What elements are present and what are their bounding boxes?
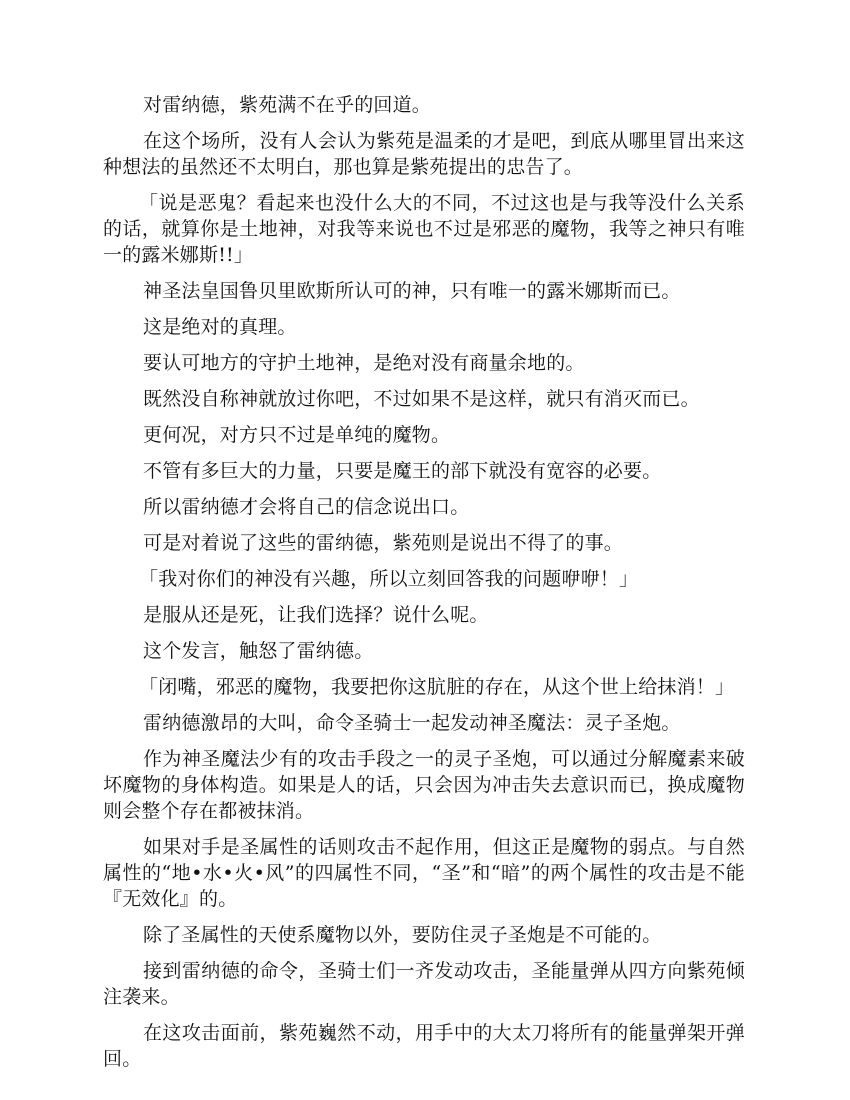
paragraph: 接到雷纳德的命令，圣骑士们一齐发动攻击，圣能量弹从四方向紫苑倾注袭来。	[103, 960, 745, 1008]
paragraph: 所以雷纳德才会将自己的信念说出口。	[143, 496, 470, 518]
paragraph: 这是绝对的真理。	[143, 316, 297, 338]
paragraph: 神圣法皇国鲁贝里欧斯所认可的神，只有唯一的露米娜斯而已。	[143, 280, 681, 302]
paragraph: 可是对着说了这些的雷纳德，紫苑则是说出不得了的事。	[143, 532, 624, 554]
dialogue-paragraph: 「我对你们的神没有兴趣，所以立刻回答我的问题咿咿！」	[139, 568, 639, 590]
body-text	[103, 92, 745, 1082]
paragraph: 不管有多巨大的力量，只要是魔王的部下就没有宽容的必要。	[143, 460, 662, 482]
paragraph: 除了圣属性的天使系魔物以外，要防住灵子圣炮是不可能的。	[143, 924, 662, 946]
paragraph: 是服从还是死，让我们选择？说什么呢。	[143, 604, 489, 626]
paragraph: 对雷纳德，紫苑满不在乎的回道。	[143, 94, 432, 116]
paragraph: 这个发言，触怒了雷纳德。	[143, 640, 374, 662]
paragraph: 要认可地方的守护土地神，是绝对没有商量余地的。	[143, 352, 585, 374]
paragraph: 雷纳德激昂的大叫，命令圣骑士一起发动神圣魔法：灵子圣炮。	[143, 712, 681, 734]
paragraph: 在这个场所，没有人会认为紫苑是温柔的才是吧，到底从哪里冒出来这种想法的虽然还不太明白，那也算是紫苑提出的忠告了。	[103, 130, 745, 178]
dialogue-paragraph: 「说是恶鬼？看起来也没什么大的不同，不过这也是与我等没什么关系的话，就算你是土地神，对我等来说也不过是邪恶的魔物，我等之神只有唯一的露米娜斯!!」	[103, 192, 745, 266]
paragraph: 更何况，对方只不过是单纯的魔物。	[143, 424, 451, 446]
dialogue-paragraph: 「闭嘴，邪恶的魔物，我要把你这肮脏的存在，从这个世上给抹消！」	[139, 676, 735, 698]
paragraph: 如果对手是圣属性的话则攻击不起作用，但这正是魔物的弱点。与自然属性的“地•水•火•风”的四属性不同，“圣”和“暗”的两个属性的攻击是不能『无效化』的。	[103, 836, 745, 910]
paragraph: 作为神圣魔法少有的攻击手段之一的灵子圣炮，可以通过分解魔素来破坏魔物的身体构造。如果是人的话，只会因为冲击失去意识而已，换成魔物则会整个存在都被抹消。	[103, 748, 745, 822]
paragraph: 既然没自称神就放过你吧，不过如果不是这样，就只有消灭而已。	[143, 388, 700, 410]
paragraph: 在这攻击面前，紫苑巍然不动，用手中的大太刀将所有的能量弹架开弹回。	[103, 1022, 745, 1070]
